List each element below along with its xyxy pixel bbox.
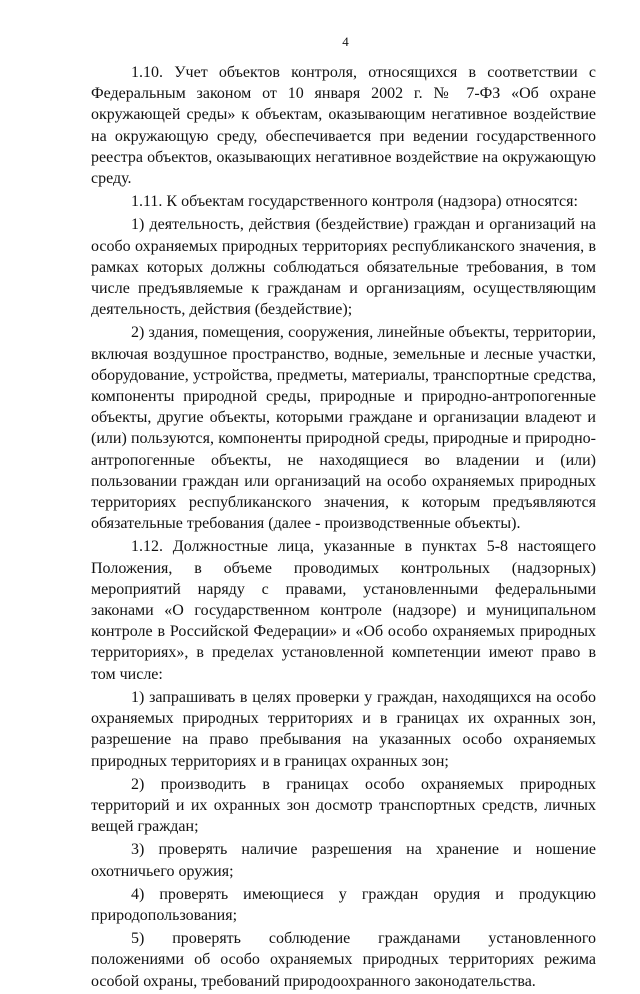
paragraph-1-12: 1.12. Должностные лица, указанные в пунктах 5-8 настоящего Положения, в объеме проводимых контрольных (надзорных) мероприятий наряду с правами, установленными федеральными законами «О государственном контроле (надзоре) и муниципальном контроле в Российской Федерации» и «Об особо охраняемых природных территориях», в пределах установленной компетенции имеют право в том числе:	[91, 538, 596, 683]
document-page	[91, 34, 596, 994]
paragraph-1-11: 1.11. К объектам государственного контроля (надзора) относятся:	[131, 193, 578, 211]
list-item-1-12-5: 5) проверять соблюдение гражданами установленного положениями об особо охраняемых природных территориях режима особой охраны, требований природоохранного законодательства.	[91, 930, 596, 990]
list-item-1-12-1: 1) запрашивать в целях проверки у граждан, находящихся на особо охраняемых природных территориях и в границах их охранных зон, разрешение на право пребывания на указанных особо охраняемых природных территориях и в границах охранных зон;	[91, 688, 596, 770]
paragraph-1-10: 1.10. Учет объектов контроля, относящихся в соответствии с Федеральным законом от 10 января 2002 г. № 7-ФЗ «Об охране окружающей среды» к объектам, оказывающим негативное воздействие на окружающую среду, обеспечивается при ведении государственного реестра объектов, оказывающих негативное воздействие на окружающую среду.	[91, 64, 596, 188]
list-item-1-11-1: 1) деятельность, действия (бездействие) граждан и организаций на особо охраняемых природных территориях республиканского значения, в рамках которых должны соблюдаться обязательные требования, в том числе предъявляемые к гражданам и организациям, осуществляющим деятельность, действия (бездействие);	[91, 216, 596, 319]
list-item-1-12-4: 4) проверять имеющиеся у граждан орудия и продукцию природопользования;	[91, 885, 596, 924]
list-item-1-12-2: 2) производить в границах особо охраняемых природных территорий и их охранных зон досмотр транспортных средств, личных вещей граждан;	[91, 775, 596, 836]
list-item-1-12-3: 3) проверять наличие разрешения на хранение и ношение охотничьего оружия;	[91, 841, 596, 880]
list-item-1-11-2: 2) здания, помещения, сооружения, линейные объекты, территории, включая воздушное пространство, водные, земельные и лесные участки, оборудование, устройства, предметы, материалы, транспортные средства, компоненты природной среды, природные и природно-антропогенные объекты, другие объекты, которыми граждане и организации владеют и (или) пользуются, компоненты природной среды, природные и природно-антропогенные объекты, не находящиеся во владении и (или) пользовании граждан или организаций на особо охраняемых природных территориях республиканского значения, к которым предъявляются обязательные требования (далее - производственные объекты).	[91, 324, 596, 533]
page-number: 4	[342, 34, 349, 49]
